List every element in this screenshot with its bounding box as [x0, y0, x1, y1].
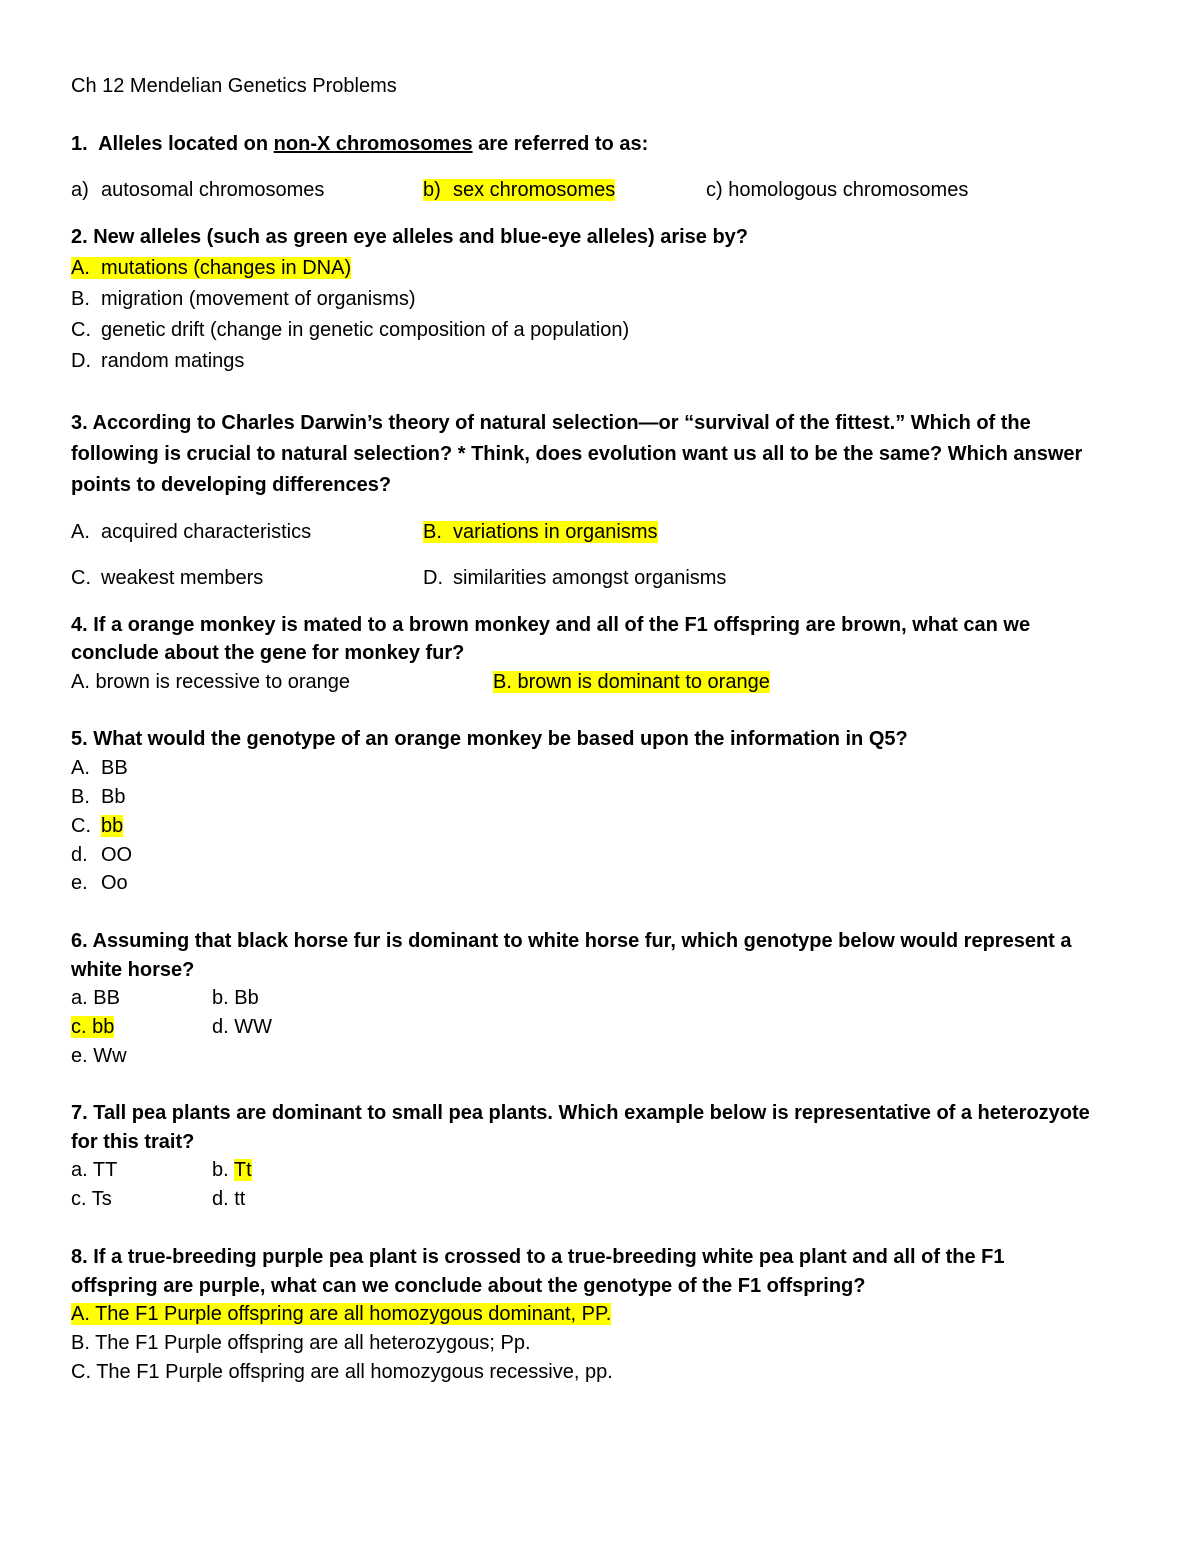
- option-label: e.: [71, 872, 88, 894]
- option-text: bb: [101, 815, 124, 837]
- q7-option-c: c. Ts: [71, 1188, 112, 1210]
- option-label: C.: [71, 319, 91, 341]
- option-text: sex chromosomes: [453, 179, 616, 201]
- q3-option-c: [71, 565, 263, 591]
- q1-option-c: c) homologous chromosomes: [706, 179, 969, 201]
- option-label: B.: [71, 786, 90, 808]
- option-text: A. The F1 Purple offspring are all homozygous dominant, PP.: [71, 1303, 612, 1325]
- q8-option-c: C. The F1 Purple offspring are all homozygous recessive, pp.: [71, 1361, 613, 1383]
- q3-option-a: [71, 519, 311, 545]
- option-text: Oo: [101, 872, 128, 894]
- q5-option-a: [71, 755, 128, 781]
- q5-option-e: [71, 870, 128, 896]
- question-2: 2. New alleles (such as green eye alleles and blue-eye alleles) arise by?: [71, 226, 749, 248]
- option-text: autosomal chromosomes: [101, 179, 325, 201]
- question-1-text-pre: Alleles located on: [98, 133, 274, 155]
- question-4-line-1: 4. If a orange monkey is mated to a brown monkey and all of the F1 offspring are brown, what can we: [71, 614, 1031, 636]
- q5-option-c: [71, 813, 123, 839]
- option-text: mutations (changes in DNA): [101, 257, 352, 279]
- option-text: weakest members: [101, 567, 264, 589]
- question-3-line-2: following is crucial to natural selection? * Think, does evolution want us all to be the same? Which answer: [71, 443, 1083, 465]
- q1-option-a: [71, 177, 324, 203]
- q2-option-b: [71, 286, 416, 312]
- q7-option-b: [212, 1157, 252, 1183]
- option-label: b.: [212, 1159, 234, 1181]
- option-label: B.: [71, 288, 90, 310]
- question-6-line-1: 6. Assuming that black horse fur is dominant to white horse fur, which genotype below would represent a: [71, 930, 1072, 952]
- q6-option-d: d. WW: [212, 1016, 272, 1038]
- q6-option-a: a. BB: [71, 987, 120, 1009]
- option-label: A.: [71, 757, 90, 779]
- option-label: a): [71, 179, 89, 201]
- question-8-line-2: offspring are purple, what can we conclude about the genotype of the F1 offspring?: [71, 1275, 866, 1297]
- option-text: migration (movement of organisms): [101, 288, 416, 310]
- option-text: Bb: [101, 786, 126, 808]
- option-text: random matings: [101, 350, 245, 372]
- question-5: 5. What would the genotype of an orange monkey be based upon the information in Q5?: [71, 728, 908, 750]
- q4-option-b: [493, 669, 770, 695]
- option-label: D.: [71, 350, 91, 372]
- q2-option-a: [71, 255, 351, 281]
- option-label: A.: [71, 257, 90, 279]
- option-label: b): [423, 179, 441, 201]
- q3-option-d: [423, 565, 726, 591]
- question-1-underlined-term: non-X chromosomes: [273, 133, 473, 155]
- option-label: C.: [71, 567, 91, 589]
- q4-option-a: A. brown is recessive to orange: [71, 671, 351, 693]
- q6-option-c: [71, 1014, 114, 1040]
- option-label: B.: [423, 521, 442, 543]
- option-text: OO: [101, 844, 133, 866]
- question-8-line-1: 8. If a true-breeding purple pea plant is crossed to a true-breeding white pea plant and all of the F1: [71, 1246, 1005, 1268]
- q6-option-b: b. Bb: [212, 987, 259, 1009]
- question-7-line-1: 7. Tall pea plants are dominant to small pea plants. Which example below is representative of a heterozyote: [71, 1102, 1090, 1124]
- q2-option-c: [71, 317, 629, 343]
- option-label: D.: [423, 567, 443, 589]
- q3-option-b: [423, 519, 658, 545]
- question-1-number: 1.: [71, 133, 88, 155]
- option-text: BB: [101, 757, 128, 779]
- question-1-text-post: are referred to as:: [472, 133, 649, 155]
- q2-option-d: [71, 348, 244, 374]
- q8-option-a: [71, 1301, 611, 1327]
- option-label: A.: [71, 521, 90, 543]
- q1-option-b: [423, 177, 615, 203]
- q7-option-d: d. tt: [212, 1188, 246, 1210]
- question-1: [71, 131, 648, 157]
- question-3-line-3: points to developing differences?: [71, 474, 392, 496]
- q6-option-e: e. Ww: [71, 1045, 127, 1067]
- q5-option-d: [71, 842, 132, 868]
- option-text: similarities amongst organisms: [453, 567, 727, 589]
- q5-option-b: [71, 784, 125, 810]
- page-title: Ch 12 Mendelian Genetics Problems: [71, 75, 397, 97]
- question-6-line-2: white horse?: [71, 959, 195, 981]
- option-text: c. bb: [71, 1016, 115, 1038]
- question-3-line-1: 3. According to Charles Darwin’s theory of natural selection—or “survival of the fittest.” Which of the: [71, 412, 1031, 434]
- option-text: B. brown is dominant to orange: [493, 671, 770, 693]
- option-text: genetic drift (change in genetic composition of a population): [101, 319, 630, 341]
- option-label: d.: [71, 844, 88, 866]
- option-text: Tt: [233, 1159, 252, 1181]
- question-7-line-2: for this trait?: [71, 1131, 195, 1153]
- question-4-line-2: conclude about the gene for monkey fur?: [71, 642, 465, 664]
- option-text: acquired characteristics: [101, 521, 312, 543]
- option-label: C.: [71, 815, 91, 837]
- option-text: variations in organisms: [453, 521, 658, 543]
- q7-option-a: a. TT: [71, 1159, 118, 1181]
- q8-option-b: B. The F1 Purple offspring are all heterozygous; Pp.: [71, 1332, 531, 1354]
